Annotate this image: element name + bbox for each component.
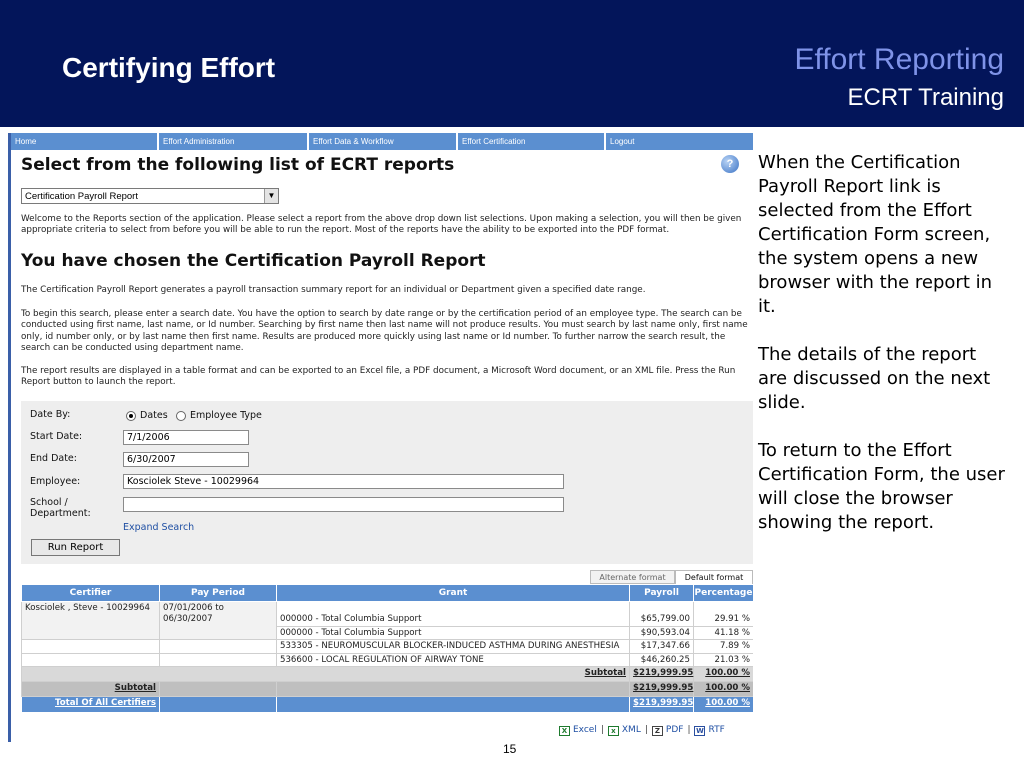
department-label: Department: bbox=[30, 508, 91, 519]
slide-notes bbox=[758, 151, 1008, 559]
subtotal-label[interactable]: Subtotal bbox=[114, 683, 156, 693]
grant-subtotal-payroll[interactable]: $219,999.95 bbox=[633, 668, 694, 678]
subtotal-percentage[interactable]: 100.00 % bbox=[705, 683, 750, 693]
percentage-cell: 21.03 % bbox=[694, 653, 754, 667]
start-date-label: Start Date: bbox=[30, 431, 83, 442]
payroll-cell: $65,799.00 bbox=[630, 602, 694, 627]
start-date-input[interactable]: 7/1/2006 bbox=[123, 430, 249, 445]
subtotal-label-cell bbox=[22, 682, 160, 697]
nav-tab-effort-administration[interactable]: Effort Administration bbox=[159, 133, 309, 150]
certifier-cell: Kosciolek , Steve - 10029964 bbox=[22, 602, 160, 640]
note-paragraph-2: The details of the report are discussed on the next slide. bbox=[758, 344, 991, 413]
total-pct-cell bbox=[694, 697, 754, 713]
payroll-cell: $90,593.04 bbox=[630, 626, 694, 640]
note-paragraph-1: When the Certification Payroll Report link is selected from the Effort Certification Form screen, the system opens a new browser with the report in it. bbox=[758, 152, 993, 317]
column-header-payroll: Payroll bbox=[630, 585, 694, 602]
tab-alternate-format[interactable]: Alternate format bbox=[590, 570, 675, 584]
column-header-grant: Grant bbox=[277, 585, 630, 602]
pay-period-cell: 07/01/2006 to 06/30/2007 bbox=[160, 602, 277, 640]
xml-icon: x bbox=[608, 726, 619, 736]
page-number: 15 bbox=[503, 742, 517, 756]
export-pdf-link[interactable]: PDF bbox=[665, 725, 684, 735]
export-bar bbox=[559, 725, 725, 736]
results-table bbox=[21, 584, 753, 713]
report-description-1: The Certification Payroll Report generates a payroll transaction summary report for an individual or Department given a specified date range. bbox=[21, 285, 646, 295]
report-select[interactable] bbox=[21, 188, 279, 204]
pdf-icon: Z bbox=[652, 726, 663, 736]
help-icon[interactable]: ? bbox=[721, 155, 739, 173]
percentage-cell: 41.18 % bbox=[694, 626, 754, 640]
column-header-pay-period: Pay Period bbox=[160, 585, 277, 602]
table-row bbox=[22, 640, 754, 654]
grant-cell: 536600 - LOCAL REGULATION OF AIRWAY TONE bbox=[277, 653, 630, 667]
slide-title: Certifying Effort bbox=[62, 52, 276, 83]
empty-cell bbox=[277, 697, 630, 713]
certifier-cell bbox=[22, 640, 160, 654]
expand-search-link[interactable]: Expand Search bbox=[123, 522, 195, 533]
table-row bbox=[22, 653, 754, 667]
reports-intro: Welcome to the Reports section of the application. Please select a report from the above drop down list selections. Upon making a selection, you will then be given appropriate criteria to select from before you will be able to run the report. Most of the reports have the ability to be exported into the PDF format. bbox=[21, 214, 742, 236]
brand-subtitle: ECRT Training bbox=[847, 84, 1004, 111]
grant-subtotal-payroll-cell bbox=[630, 667, 694, 682]
report-description-2: To begin this search, please enter a search date. You have the option to search by date range or by the certification period of an employee type. The search can be conducted using first name, last name, or Id number. Searching by first name then last name will not produce results. You must search by last name only, first name only, id number only, or by last name then first name. Results are produced more quickly using last name or Id number. To further narrow the search result, the search can be conducted using department name. bbox=[21, 309, 748, 353]
certifier-subtotal-row bbox=[22, 682, 754, 697]
chevron-down-icon: ▼ bbox=[264, 189, 278, 203]
radio-dates-label: Dates bbox=[140, 410, 168, 421]
separator: | bbox=[687, 725, 691, 735]
total-percentage[interactable]: 100.00 % bbox=[705, 698, 750, 708]
run-report-button[interactable]: Run Report bbox=[31, 539, 120, 556]
grant-cell: 533305 - NEUROMUSCULAR BLOCKER-INDUCED ASTHMA DURING ANESTHESIA bbox=[277, 640, 630, 654]
search-form bbox=[21, 401, 753, 564]
department-input[interactable] bbox=[123, 497, 564, 512]
grant-subtotal-label[interactable]: Subtotal bbox=[584, 668, 626, 678]
subtotal-payroll-cell bbox=[630, 682, 694, 697]
total-label[interactable]: Total Of All Certifiers bbox=[54, 698, 156, 708]
reports-heading: Select from the following list of ECRT reports bbox=[21, 155, 455, 175]
employee-input[interactable]: Kosciolek Steve - 10029964 bbox=[123, 474, 564, 489]
radio-employee-type[interactable] bbox=[176, 411, 186, 421]
top-nav bbox=[11, 133, 753, 150]
report-select-value: Certification Payroll Report bbox=[25, 191, 138, 202]
slide-header bbox=[0, 0, 1024, 127]
end-date-label: End Date: bbox=[30, 453, 77, 464]
note-paragraph-3: To return to the Effort Certification Form, the user will close the browser showing the report. bbox=[758, 440, 1005, 533]
total-label-cell bbox=[22, 697, 160, 713]
table-row bbox=[22, 602, 754, 627]
nav-tab-effort-data-workflow[interactable]: Effort Data & Workflow bbox=[309, 133, 458, 150]
column-header-percentage: Percentage bbox=[694, 585, 754, 602]
empty-cell bbox=[160, 697, 277, 713]
total-payroll[interactable]: $219,999.95 bbox=[633, 698, 694, 708]
grant-cell: 000000 - Total Columbia Support bbox=[277, 602, 630, 627]
nav-tab-effort-certification[interactable]: Effort Certification bbox=[458, 133, 606, 150]
rtf-icon: W bbox=[696, 727, 704, 735]
payroll-cell: $17,347.66 bbox=[630, 640, 694, 654]
employee-label: Employee: bbox=[30, 476, 81, 487]
pay-period-cell bbox=[160, 640, 277, 654]
report-description-3: The report results are displayed in a table format and can be exported to an Excel file, a PDF document, a Microsoft Word document, or an XML file. Press the Run Report button to launch the report. bbox=[21, 366, 736, 388]
total-row bbox=[22, 697, 754, 713]
separator: | bbox=[600, 725, 604, 735]
tab-default-format[interactable]: Default format bbox=[675, 570, 753, 584]
pay-period-cell bbox=[160, 653, 277, 667]
brand-title: Effort Reporting bbox=[794, 43, 1004, 76]
grant-subtotal-percentage[interactable]: 100.00 % bbox=[705, 668, 750, 678]
nav-tab-home[interactable]: Home bbox=[11, 133, 159, 150]
excel-icon: X bbox=[559, 726, 570, 736]
nav-tab-logout[interactable]: Logout bbox=[610, 137, 635, 146]
percentage-cell: 7.89 % bbox=[694, 640, 754, 654]
grant-subtotal-cell bbox=[22, 667, 630, 682]
column-header-certifier: Certifier bbox=[22, 585, 160, 602]
school-label: School / bbox=[30, 497, 68, 508]
export-xml-link[interactable]: XML bbox=[621, 725, 641, 735]
certifier-cell bbox=[22, 653, 160, 667]
chosen-report-heading: You have chosen the Certification Payroll Report bbox=[21, 251, 486, 271]
grant-subtotal-row bbox=[22, 667, 754, 682]
payroll-cell: $46,260.25 bbox=[630, 653, 694, 667]
export-rtf-link[interactable]: RTF bbox=[708, 725, 725, 735]
separator: | bbox=[644, 725, 648, 735]
empty-cell bbox=[160, 682, 277, 697]
subtotal-pct-cell bbox=[694, 682, 754, 697]
app-screenshot bbox=[8, 133, 753, 742]
grant-cell: 000000 - Total Columbia Support bbox=[277, 626, 630, 640]
end-date-input[interactable]: 6/30/2007 bbox=[123, 452, 249, 467]
export-excel-link[interactable]: Excel bbox=[573, 725, 597, 735]
radio-dates[interactable] bbox=[126, 411, 136, 421]
table-header-row bbox=[22, 585, 754, 602]
grant-subtotal-pct-cell bbox=[694, 667, 754, 682]
subtotal-payroll[interactable]: $219,999.95 bbox=[633, 683, 694, 693]
date-by-label: Date By: bbox=[30, 409, 71, 420]
percentage-cell: 29.91 % bbox=[694, 602, 754, 627]
radio-employee-type-label: Employee Type bbox=[190, 410, 262, 421]
total-payroll-cell bbox=[630, 697, 694, 713]
empty-cell bbox=[277, 682, 630, 697]
